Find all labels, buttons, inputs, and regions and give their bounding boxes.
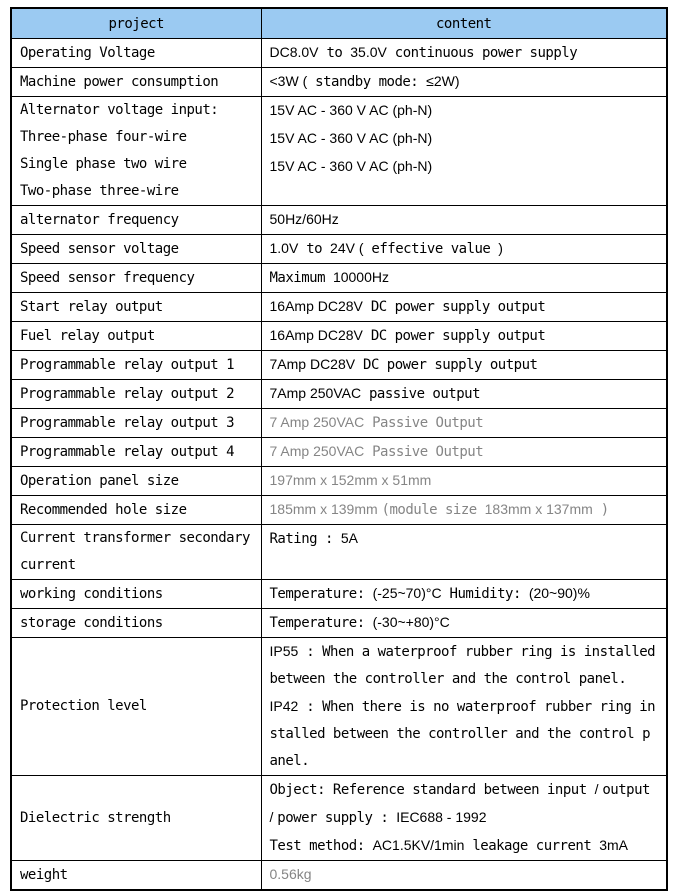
- value-segment: 24V (: [330, 240, 364, 256]
- label-line: Programmable relay output 4: [20, 443, 235, 460]
- value-segment: power supply :: [277, 810, 397, 826]
- value-segment: 0.56kg: [269, 866, 312, 882]
- table-row-speed-sensor-frequency: [11, 264, 667, 293]
- label-line: Current transformer secondary: [20, 530, 250, 546]
- alternator-frequency-value-cell: [261, 206, 667, 235]
- label-line: Fuel relay output: [20, 327, 155, 344]
- current-transformer-secondary-current-label-cell: [11, 525, 261, 580]
- value-line: [270, 206, 663, 234]
- label-line: Speed sensor frequency: [20, 269, 195, 286]
- value-segment: ): [498, 240, 503, 256]
- value-segment: /: [594, 781, 603, 797]
- value-segment: to: [318, 45, 351, 61]
- value-segment: standby mode:: [307, 74, 427, 90]
- value-segment: anel.: [269, 753, 310, 769]
- alternator-frequency-label-cell: [11, 206, 261, 235]
- value-line: [270, 39, 663, 67]
- value-line: [270, 380, 663, 408]
- table-row-programmable-relay-output-3: [11, 409, 667, 438]
- value-segment: (-25~70)°C: [372, 585, 442, 601]
- label-line: working conditions: [20, 585, 163, 602]
- table-row-programmable-relay-output-4: [11, 438, 667, 467]
- value-segment: IP55: [269, 643, 299, 659]
- value-segment: 197mm x 152mm x 51mm: [269, 472, 432, 488]
- table-row-programmable-relay-output-2: [11, 380, 667, 409]
- programmable-relay-output-1-label-cell: [11, 351, 261, 380]
- dielectric-strength-label-cell: [11, 776, 261, 861]
- value-segment: leakage current: [464, 838, 600, 854]
- value-segment: Rating :: [269, 531, 341, 547]
- operating-voltage-label-cell: [11, 39, 261, 68]
- value-segment: 7Amp 250VAC: [269, 385, 362, 401]
- speed-sensor-voltage-value-cell: [261, 235, 667, 264]
- value-line: [270, 861, 663, 889]
- value-segment: Object: Reference standard between input: [269, 782, 595, 798]
- table-row-operation-panel-size: [11, 467, 667, 496]
- programmable-relay-output-3-label-cell: [11, 409, 261, 438]
- value-segment: output: [602, 782, 650, 798]
- protection-level-value-cell: [261, 638, 667, 776]
- table-row-machine-power-consumption: [11, 68, 667, 97]
- value-segment: Passive Output: [364, 415, 484, 431]
- operating-voltage-value-cell: [261, 39, 667, 68]
- label-line: Protection level: [20, 698, 147, 714]
- table-row-storage-conditions: [11, 609, 667, 638]
- value-segment: DC power supply output: [362, 299, 546, 315]
- value-segment: Maximum: [269, 270, 333, 286]
- table-row-alternator-voltage-input: [11, 97, 667, 206]
- value-segment: <3W (: [269, 73, 308, 89]
- value-segment: to: [298, 241, 331, 257]
- value-segment: ): [592, 502, 609, 518]
- value-segment: 185mm x 139mm: [269, 501, 382, 517]
- table-row-programmable-relay-output-1: [11, 351, 667, 380]
- value-segment: Passive Output: [364, 444, 484, 460]
- value-line: [270, 666, 663, 693]
- header-row: [11, 8, 667, 39]
- value-segment: 7Amp DC28V: [269, 356, 356, 372]
- value-segment: Test method:: [269, 838, 373, 854]
- programmable-relay-output-4-value-cell: [261, 438, 667, 467]
- value-segment: ≤2W): [426, 73, 460, 89]
- speed-sensor-frequency-value-cell: [261, 264, 667, 293]
- label-line: Two-phase three-wire: [20, 183, 179, 199]
- spec-table-header: [11, 8, 667, 39]
- label-line: Three-phase four-wire: [20, 129, 187, 145]
- label-line: Programmable relay output 3: [20, 414, 235, 431]
- value-line: [270, 525, 663, 553]
- value-segment: 50Hz/60Hz: [269, 211, 339, 227]
- recommended-hole-size-value-cell: [261, 496, 667, 525]
- header-cell-project: project: [11, 8, 261, 39]
- value-segment: /: [269, 809, 278, 825]
- value-line: [270, 776, 663, 804]
- value-line: [270, 351, 663, 379]
- table-row-speed-sensor-voltage: [11, 235, 667, 264]
- value-segment: AC1.5KV/1min: [372, 837, 465, 853]
- value-segment: between the controller and the control panel.: [269, 671, 627, 687]
- label-line: Dielectric strength: [20, 809, 171, 826]
- label-line: Programmable relay output 2: [20, 385, 235, 402]
- value-segment: (-30~+80)°C: [372, 614, 450, 630]
- header-cell-content: content: [261, 8, 667, 39]
- value-line: [270, 496, 663, 524]
- label-line: Machine power consumption: [20, 73, 219, 90]
- value-line: [270, 693, 663, 721]
- value-segment: 1.0V: [269, 240, 299, 256]
- table-row-fuel-relay-output: [11, 322, 667, 351]
- value-segment: 16Amp DC28V: [269, 327, 363, 343]
- value-segment: : When a waterproof rubber ring is installed: [298, 644, 656, 660]
- table-row-working-conditions: [11, 580, 667, 609]
- value-segment: 15V AC - 360 V AC (ph-N): [269, 130, 433, 146]
- label-line: Single phase two wire: [20, 156, 187, 172]
- value-line: [270, 235, 663, 263]
- value-line: [270, 322, 663, 350]
- fuel-relay-output-value-cell: [261, 322, 667, 351]
- value-line: [270, 748, 663, 775]
- value-segment: : When there is no waterproof rubber ring in: [298, 699, 656, 715]
- speed-sensor-voltage-label-cell: [11, 235, 261, 264]
- value-segment: 3mA: [599, 837, 628, 853]
- operation-panel-size-value-cell: [261, 467, 667, 496]
- weight-value-cell: [261, 861, 667, 891]
- label-line: Operating Voltage: [20, 44, 155, 61]
- value-segment: Temperature:: [269, 615, 373, 631]
- value-segment: 7 Amp 250VAC: [269, 414, 365, 430]
- value-segment: 183mm x 137mm: [484, 501, 593, 517]
- value-segment: 10000Hz: [332, 269, 389, 285]
- value-line: [270, 97, 663, 125]
- programmable-relay-output-2-label-cell: [11, 380, 261, 409]
- value-segment: 15V AC - 360 V AC (ph-N): [269, 158, 433, 174]
- recommended-hole-size-label-cell: [11, 496, 261, 525]
- speed-sensor-frequency-label-cell: [11, 264, 261, 293]
- programmable-relay-output-3-value-cell: [261, 409, 667, 438]
- programmable-relay-output-1-value-cell: [261, 351, 667, 380]
- table-row-protection-level: [11, 638, 667, 776]
- value-line: [270, 467, 663, 495]
- label-line: alternator frequency: [20, 211, 179, 228]
- value-segment: passive output: [361, 386, 481, 402]
- value-line: [270, 804, 663, 832]
- value-line: [270, 580, 663, 608]
- value-segment: (module size: [381, 502, 485, 518]
- table-row-dielectric-strength: [11, 776, 667, 861]
- alternator-voltage-input-value-cell: [261, 97, 667, 206]
- value-line: [270, 264, 663, 292]
- value-line: [270, 638, 663, 666]
- value-segment: stalled between the controller and the control p: [269, 726, 651, 742]
- value-line: [270, 609, 663, 637]
- table-row-recommended-hole-size: [11, 496, 667, 525]
- value-segment: continuous power supply: [386, 45, 578, 61]
- table-row-weight: [11, 861, 667, 891]
- value-segment: 5A: [340, 530, 358, 546]
- table-row-start-relay-output: [11, 293, 667, 322]
- value-segment: IEC688 - 1992: [396, 809, 487, 825]
- spec-table-body: [11, 39, 667, 891]
- value-segment: 7 Amp 250VAC: [269, 443, 365, 459]
- protection-level-label-cell: [11, 638, 261, 776]
- current-transformer-secondary-current-value-cell: [261, 525, 667, 580]
- operation-panel-size-label-cell: [11, 467, 261, 496]
- spec-table: [10, 7, 668, 891]
- table-row-alternator-frequency: [11, 206, 667, 235]
- label-line: weight: [20, 866, 68, 883]
- start-relay-output-label-cell: [11, 293, 261, 322]
- label-line: Alternator voltage input:: [20, 102, 219, 118]
- machine-power-consumption-value-cell: [261, 68, 667, 97]
- value-segment: Humidity:: [441, 586, 529, 602]
- label-line: storage conditions: [20, 614, 163, 631]
- value-line: [270, 68, 663, 96]
- programmable-relay-output-4-label-cell: [11, 438, 261, 467]
- label-line: Recommended hole size: [20, 501, 187, 518]
- value-line: [270, 438, 663, 466]
- value-segment: 35.0V: [350, 44, 387, 60]
- storage-conditions-value-cell: [261, 609, 667, 638]
- value-line: [270, 721, 663, 748]
- value-line: [270, 125, 663, 153]
- value-segment: (20~90)%: [528, 585, 590, 601]
- label-line: Programmable relay output 1: [20, 356, 235, 373]
- alternator-voltage-input-label-cell: [11, 97, 261, 206]
- value-line: [270, 832, 663, 860]
- label-line: Speed sensor voltage: [20, 240, 179, 257]
- table-row-current-transformer-secondary-current: [11, 525, 667, 580]
- value-segment: DC8.0V: [269, 44, 319, 60]
- programmable-relay-output-2-value-cell: [261, 380, 667, 409]
- label-line: Start relay output: [20, 298, 163, 315]
- label-line: Operation panel size: [20, 472, 179, 489]
- value-line: [270, 409, 663, 437]
- start-relay-output-value-cell: [261, 293, 667, 322]
- value-line: [270, 293, 663, 321]
- value-segment: Temperature:: [269, 586, 373, 602]
- storage-conditions-label-cell: [11, 609, 261, 638]
- value-line: [270, 153, 663, 181]
- weight-label-cell: [11, 861, 261, 891]
- label-line: current: [20, 557, 76, 573]
- value-segment: effective value: [363, 241, 499, 257]
- machine-power-consumption-label-cell: [11, 68, 261, 97]
- value-segment: 15V AC - 360 V AC (ph-N): [269, 102, 433, 118]
- value-segment: 16Amp DC28V: [269, 298, 363, 314]
- table-row-operating-voltage: [11, 39, 667, 68]
- fuel-relay-output-label-cell: [11, 322, 261, 351]
- value-segment: DC power supply output: [355, 357, 538, 373]
- working-conditions-value-cell: [261, 580, 667, 609]
- working-conditions-label-cell: [11, 580, 261, 609]
- dielectric-strength-value-cell: [261, 776, 667, 861]
- value-segment: IP42: [269, 698, 299, 714]
- value-segment: DC power supply output: [362, 328, 546, 344]
